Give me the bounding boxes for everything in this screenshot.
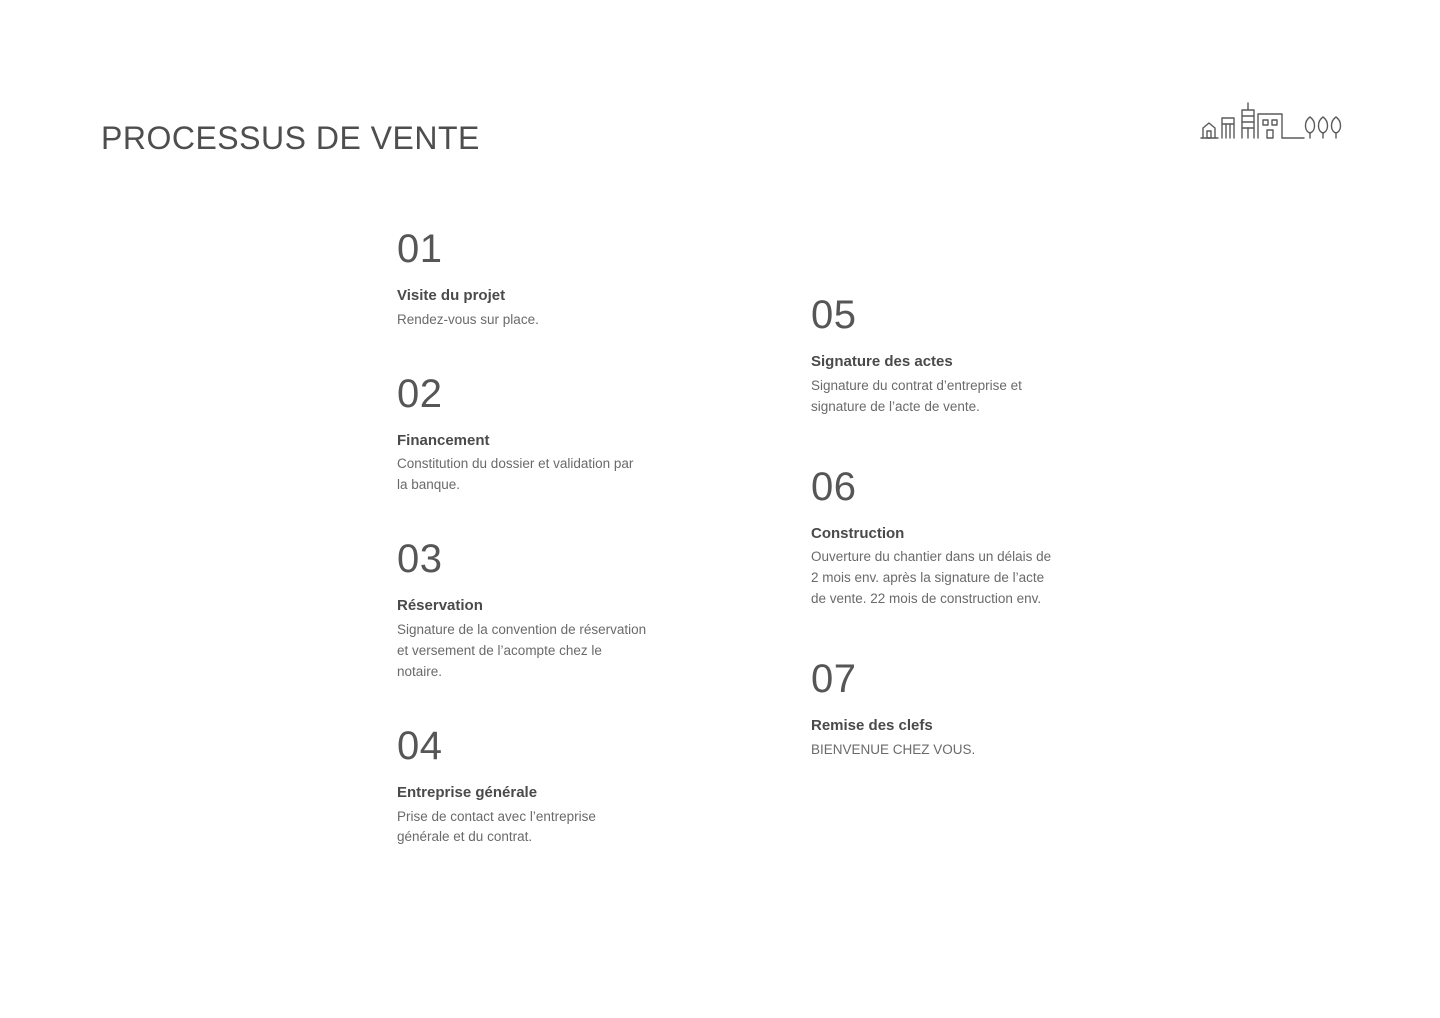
step-title: Signature des actes	[811, 353, 953, 370]
step-number: 03	[397, 537, 443, 582]
step-item-01	[397, 228, 697, 331]
step-title: Financement	[397, 431, 490, 449]
step-item-02	[397, 373, 697, 497]
step-description: Prise de contact avec l’entreprise générale et du contrat.	[397, 808, 596, 845]
step-description: Signature du contrat d’entreprise et signature de l’acte de vente.	[811, 377, 1022, 414]
step-item-04	[397, 725, 697, 849]
step-description: Rendez-vous sur place.	[397, 311, 539, 327]
step-title: Réservation	[397, 597, 483, 615]
steps-column-left	[397, 228, 697, 848]
step-number: 01	[397, 227, 443, 271]
page-title: PROCESSUS DE VENTE	[101, 120, 480, 157]
step-title: Visite du projet	[397, 287, 506, 304]
buildings-and-trees-icon	[1200, 100, 1345, 145]
steps-column-right	[811, 294, 1111, 761]
step-item-03	[397, 538, 697, 683]
step-description: Constitution du dossier et validation par la banque.	[397, 456, 634, 493]
step-description: Ouverture du chantier dans un délais de 2 mois env. après la signature de l’acte de vente. 22 mois de construction env.	[811, 549, 1052, 607]
step-item-05	[811, 294, 1111, 418]
step-description: Signature de la convention de réservation et versement de l’acompte chez le notaire.	[397, 622, 647, 679]
step-number: 07	[811, 657, 857, 702]
step-item-06	[811, 466, 1111, 611]
step-number: 04	[397, 723, 443, 768]
step-item-07	[811, 658, 1111, 761]
step-number: 02	[397, 371, 443, 416]
step-title: Construction	[811, 524, 905, 542]
step-number: 05	[811, 293, 857, 337]
step-title: Entreprise générale	[397, 783, 538, 801]
step-description: BIENVENUE CHEZ VOUS.	[811, 741, 976, 757]
step-title: Remise des clefs	[811, 717, 933, 735]
step-number: 06	[811, 464, 857, 509]
